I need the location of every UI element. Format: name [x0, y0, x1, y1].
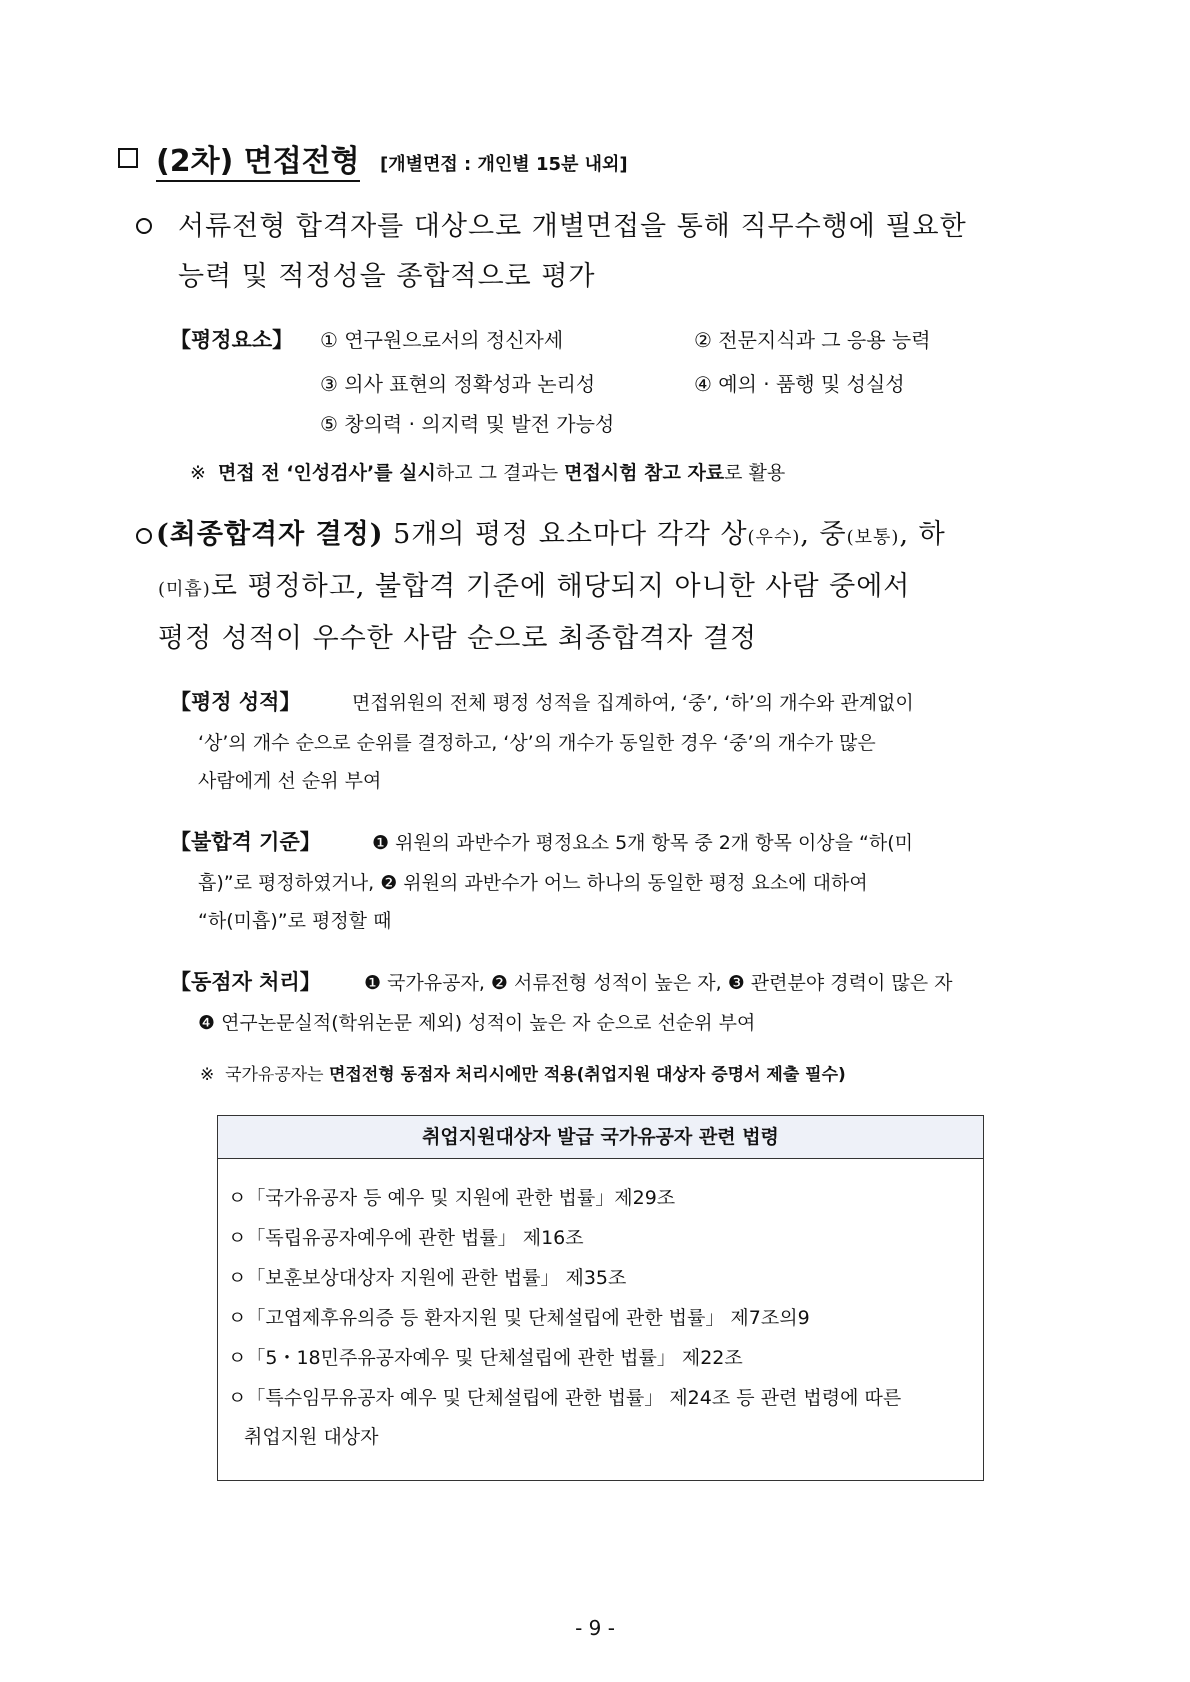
para2-line2: (미흡)로 평정하고, 불합격 기준에 해당되지 아니한 사람 중에서	[158, 571, 911, 602]
criteria-item-4: ④ 예의 · 품행 및 성실성	[694, 372, 905, 396]
law-box	[217, 1115, 984, 1481]
para1-line1: 서류전형 합격자를 대상으로 개별면접을 통해 직무수행에 필요한	[178, 211, 967, 242]
criteria-item-5: ⑤ 창의력 · 의지력 및 발전 가능성	[320, 412, 615, 436]
score-line3: 사람에게 선 순위 부여	[198, 770, 382, 792]
criteria-item-3: ③ 의사 표현의 정확성과 논리성	[320, 372, 596, 396]
law-item: ㅇ「국가유공자 등 예우 및 지원에 관한 법률」제29조	[228, 1187, 676, 1209]
law-item-continuation: 취업지원 대상자	[244, 1426, 379, 1448]
fail-line2: 흡)”로 평정하였거나, ❷ 위원의 과반수가 어느 하나의 동일한 평정 요소에 대하여	[198, 872, 868, 894]
section-title: (2차) 면접전형	[156, 136, 360, 180]
law-item: ㅇ「5・18민주유공자예우 및 단체설립에 관한 법률」 제22조	[228, 1347, 743, 1369]
tie-line1: ❶ 국가유공자, ❷ 서류전형 성적이 높은 자, ❸ 관련분야 경력이 많은 자	[364, 972, 953, 994]
score-line1: 면접위원의 전체 평정 성적을 집계하여, ‘중’, ‘하’의 개수와 관계없이	[352, 692, 914, 714]
bullet-circle-icon	[136, 218, 152, 234]
note-personality-test: ※ 면접 전 ‘인성검사’를 실시하고 그 결과는 면접시험 참고 자료로 활용	[190, 462, 786, 484]
score-line2: ‘상’의 개수 순으로 순위를 결정하고, ‘상’의 개수가 동일한 경우 ‘중’의 개수가 많은	[198, 732, 876, 754]
law-box-header: 취업지원대상자 발급 국가유공자 관련 법령	[218, 1116, 983, 1159]
note-mark: ※	[190, 462, 206, 484]
fail-line1: ❶ 위원의 과반수가 평정요소 5개 항목 중 2개 항목 이상을 “하(미	[372, 832, 914, 854]
bullet-circle-icon	[136, 528, 152, 544]
checkbox-square-icon	[118, 148, 138, 168]
criteria-label: 【평정요소】	[170, 328, 294, 352]
law-item: ㅇ「보훈보상대상자 지원에 관한 법률」 제35조	[228, 1267, 627, 1289]
criteria-item-2: ② 전문지식과 그 응용 능력	[694, 328, 931, 352]
tie-label: 【동점자 처리】	[170, 970, 321, 994]
law-item: ㅇ「특수임무유공자 예우 및 단체설립에 관한 법률」 제24조 등 관련 법령에 따른	[228, 1387, 902, 1409]
law-item: ㅇ「독립유공자예우에 관한 법률」 제16조	[228, 1227, 584, 1249]
para1-line2: 능력 및 적정성을 종합적으로 평가	[178, 261, 596, 292]
note-veterans: ※ 국가유공자는 면접전형 동점자 처리시에만 적용(취업지원 대상자 증명서 제출 필수)	[200, 1065, 846, 1085]
score-label: 【평정 성적】	[170, 690, 301, 714]
law-item: ㅇ「고엽제후유의증 등 환자지원 및 단체설립에 관한 법률」 제7조의9	[228, 1307, 810, 1329]
fail-line3: “하(미흡)”로 평정할 때	[198, 910, 392, 932]
para2-line1: (최종합격자 결정) 5개의 평정 요소마다 각각 상(우수), 중(보통), 하	[156, 519, 946, 550]
tie-line2: ❹ 연구논문실적(학위논문 제외) 성적이 높은 자 순으로 선순위 부여	[198, 1012, 756, 1034]
page-number: - 9 -	[575, 1616, 615, 1640]
fail-label: 【불합격 기준】	[170, 830, 321, 854]
para2-line3: 평정 성적이 우수한 사람 순으로 최종합격자 결정	[158, 623, 758, 654]
criteria-item-1: ① 연구원으로서의 정신자세	[320, 328, 564, 352]
section-subtitle: [개별면접 : 개인별 15분 내외]	[380, 154, 628, 175]
